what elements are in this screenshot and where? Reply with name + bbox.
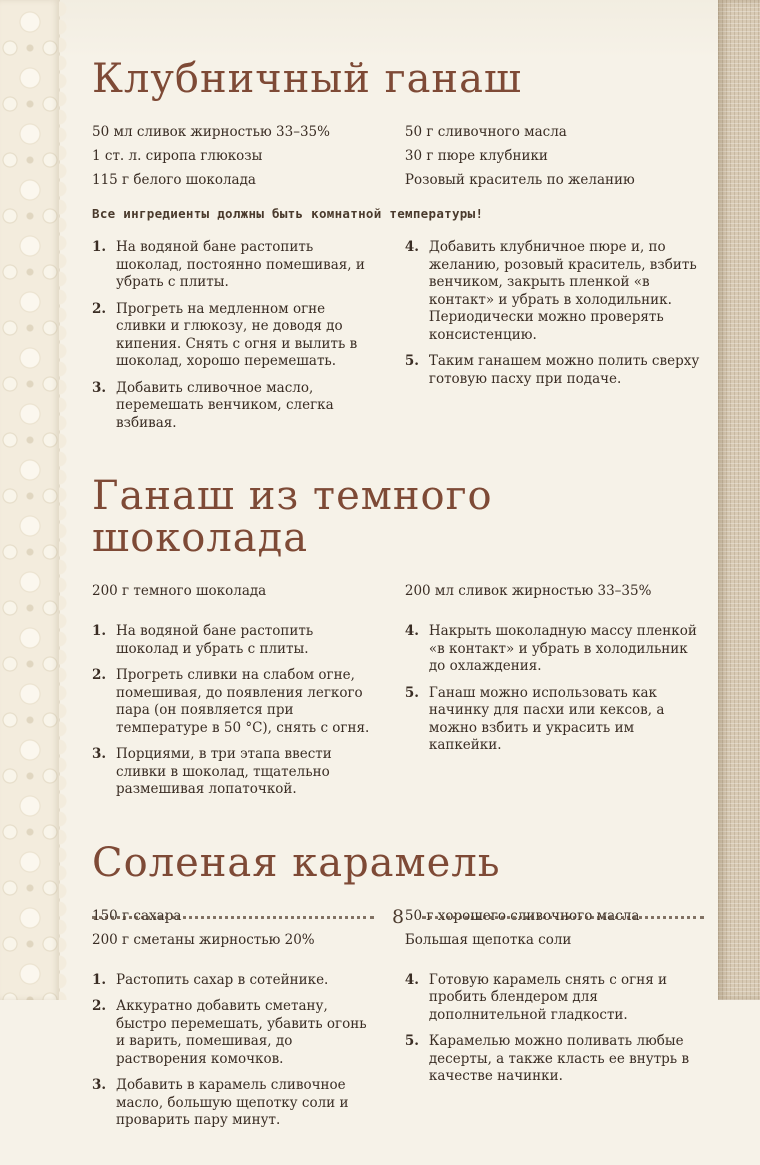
ingredients-column-left — [92, 579, 377, 603]
step-number: 4. — [404, 623, 419, 639]
step-number: 4. — [404, 971, 419, 988]
recipe-step — [405, 972, 704, 1025]
recipe-step — [405, 239, 704, 344]
recipe-note: Все ингредиенты должны быть комнатной температуры! — [92, 206, 484, 221]
recipe-title: Клубничный ганаш — [92, 56, 523, 102]
step-number: 2. — [92, 667, 107, 683]
step-text: Добавить клубничное пюре и, по желанию, розовый краситель, взбить венчиком, закрыть пленкой «в контакт» и убрать в холодильник. Периодически можно проверять консистенцию. — [428, 239, 697, 343]
step-text: Аккуратно добавить сметану, быстро перемешать, убавить огонь и варить, помешивая, до растворения комочков. — [116, 998, 367, 1067]
step-number: 5. — [404, 1033, 419, 1049]
step-number: 1. — [92, 239, 107, 255]
ingredient-item: 50 г хорошего сливочного масла — [404, 907, 640, 924]
step-text: Таким ганашем можно полить сверху готовую пасху при подаче. — [428, 353, 700, 387]
step-number: 3. — [92, 1077, 107, 1093]
recipe-salted-caramel — [92, 839, 704, 1139]
ingredient-item: 30 г пюре клубники — [404, 148, 548, 164]
steps-section — [92, 619, 704, 808]
steps-column-left — [92, 972, 377, 1139]
dotted-divider-left — [92, 916, 374, 919]
step-number: 5. — [404, 353, 419, 369]
recipe-title: Соленая карамель — [92, 839, 501, 886]
recipe-step — [92, 623, 377, 658]
recipe-step — [405, 623, 704, 676]
step-number: 3. — [92, 746, 107, 762]
recipe-step — [92, 667, 377, 737]
recipe-step — [92, 998, 377, 1068]
step-text: Растопить сахар в сотейнике. — [116, 971, 329, 988]
step-text: Карамелью можно поливать любые десерты, а также класть ее внутрь в качестве начинки. — [428, 1033, 690, 1084]
page-footer — [92, 908, 704, 927]
ingredient-item: 115 г белого шоколада — [92, 172, 256, 188]
step-number: 1. — [92, 971, 107, 988]
step-text: Добавить сливочное масло, перемешать венчиком, слегка взбивая. — [116, 379, 334, 431]
recipe-step — [405, 685, 704, 755]
ingredients-column-right — [405, 120, 704, 192]
step-text: Добавить в карамель сливочное масло, большую щепотку соли и проварить пару минут. — [116, 1077, 349, 1128]
step-text: На водяной бане растопить шоколад и убрать с плиты. — [116, 623, 314, 657]
recipe-step — [92, 746, 377, 799]
steps-column-left — [92, 239, 377, 441]
steps-column-right — [405, 239, 704, 441]
ingredient-item: 150 г сахара — [92, 907, 182, 924]
steps-section — [92, 235, 704, 441]
recipe-step — [92, 301, 377, 371]
step-text: Прогреть на медленном огне сливки и глюкозу, не доводя до кипения. Снять с огня и вылить в шоколад, хорошо перемешать. — [116, 300, 358, 369]
step-number: 5. — [404, 684, 419, 701]
step-text: Ганаш можно использовать как начинку для пасхи или кексов, а можно взбить и украсить им капкейки. — [428, 684, 665, 753]
dotted-divider-right — [422, 916, 704, 919]
recipe-step — [92, 1077, 377, 1130]
ingredient-item: 1 ст. л. сиропа глюкозы — [92, 148, 263, 164]
ingredients-section — [92, 120, 704, 196]
recipe-step — [92, 239, 377, 292]
page-content — [92, 58, 704, 1165]
recipe-title: Ганаш из темного шоколада — [92, 473, 493, 561]
steps-column-right — [405, 972, 704, 1139]
recipe-step — [92, 972, 377, 990]
recipe-step — [405, 353, 704, 388]
step-number: 2. — [92, 998, 107, 1014]
recipe-step — [92, 380, 377, 433]
ingredients-section — [92, 579, 704, 607]
recipe-step — [405, 1033, 704, 1086]
step-text: На водяной бане растопить шоколад, постоянно помешивая, и убрать с плиты. — [116, 239, 365, 290]
step-number: 3. — [92, 379, 107, 396]
step-text: Готовую карамель снять с огня и пробить блендером для дополнительной гладкости. — [428, 971, 668, 1023]
lace-border-decoration — [0, 0, 60, 1000]
ingredient-item: 50 г сливочного масла — [404, 124, 567, 140]
ingredient-item: 200 г темного шоколада — [92, 583, 267, 599]
burlap-border-decoration — [718, 0, 760, 1000]
ingredient-item: Розовый краситель по желанию — [404, 172, 635, 188]
ingredient-item: 200 мл сливок жирностью 33–35% — [404, 583, 652, 599]
step-text: Прогреть сливки на слабом огне, помешивая, до появления легкого пара (он появляется при температуре в 50 °С), снять с огня. — [116, 667, 370, 736]
ingredient-item: 50 мл сливок жирностью 33–35% — [92, 124, 330, 140]
page-number: 8 — [391, 906, 405, 928]
recipe-strawberry-ganache — [92, 58, 704, 441]
steps-column-left — [92, 623, 377, 808]
steps-section — [92, 968, 704, 1139]
step-number: 2. — [92, 300, 107, 317]
step-text: Порциями, в три этапа ввести сливки в шоколад, тщательно размешивая лопаточкой. — [116, 746, 332, 797]
recipe-dark-chocolate-ganache — [92, 475, 704, 808]
ingredients-column-right — [405, 579, 704, 603]
step-number: 4. — [404, 239, 419, 255]
ingredients-column-left — [92, 120, 377, 192]
step-number: 1. — [92, 623, 107, 639]
ingredient-item: 200 г сметаны жирностью 20% — [92, 931, 315, 948]
ingredient-item: Большая щепотка соли — [404, 931, 572, 948]
step-text: Накрыть шоколадную массу пленкой «в контакт» и убрать в холодильник до охлаждения. — [428, 623, 697, 674]
steps-column-right — [405, 623, 704, 808]
